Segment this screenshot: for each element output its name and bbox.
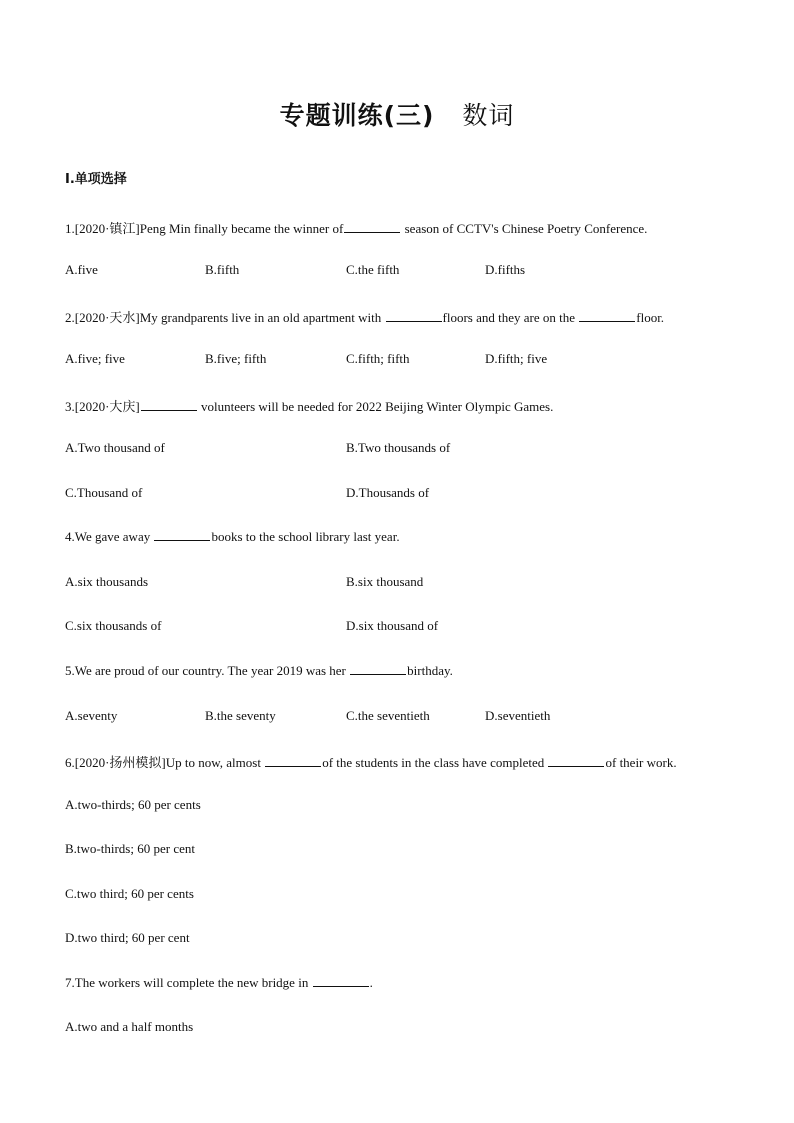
- q4-option-a: A.six thousands: [65, 574, 149, 589]
- answer-blank: [386, 310, 442, 322]
- question-7: 7.The workers will complete the new bridge in .: [65, 975, 373, 990]
- q1-option-b: B.fifth: [205, 262, 240, 277]
- question-6: 6.[2020·扬州模拟]Up to now, almost of the students in the class have completed of their work.: [65, 755, 677, 770]
- q2-option-c: C.fifth; fifth: [346, 351, 410, 366]
- question-2: 2.[2020·天水]My grandparents live in an old apartment with floors and they are on the floor.: [65, 310, 665, 325]
- q3-option-b: B.Two thousands of: [346, 440, 451, 455]
- q2-option-b: B.five; fifth: [205, 351, 267, 366]
- page-title: [0, 96, 794, 132]
- q5-option-d: D.seventieth: [485, 708, 551, 723]
- answer-blank: [548, 755, 604, 767]
- q2-option-a: A.five; five: [65, 351, 125, 366]
- answer-blank: [313, 975, 369, 987]
- q3-option-c: C.Thousand of: [65, 485, 143, 500]
- question-3: 3.[2020·大庆] volunteers will be needed for 2022 Beijing Winter Olympic Games.: [65, 399, 554, 414]
- q4-option-d: D.six thousand of: [346, 618, 439, 633]
- answer-blank: [265, 755, 321, 767]
- answer-blank: [350, 663, 406, 675]
- q1-option-d: D.fifths: [485, 262, 526, 277]
- question-1: 1.[2020·镇江]Peng Min finally became the winner of season of CCTV's Chinese Poetry Conference.: [65, 221, 648, 236]
- question-5: 5.We are proud of our country. The year 2019 was her birthday.: [65, 663, 453, 678]
- q6-option-a: A.two-thirds; 60 per cents: [65, 797, 201, 812]
- q5-option-b: B.the seventy: [205, 708, 276, 723]
- q5-option-a: A.seventy: [65, 708, 118, 723]
- q7-option-a: A.two and a half months: [65, 1019, 194, 1034]
- q6-option-d: D.two third; 60 per cent: [65, 930, 190, 945]
- q3-option-a: A.Two thousand of: [65, 440, 165, 455]
- q3-option-d: D.Thousands of: [346, 485, 430, 500]
- q6-option-b: B.two-thirds; 60 per cent: [65, 841, 195, 856]
- q2-option-d: D.fifth; five: [485, 351, 548, 366]
- q4-option-c: C.six thousands of: [65, 618, 162, 633]
- section-heading: Ⅰ.单项选择: [65, 172, 127, 187]
- q1-option-c: C.the fifth: [346, 262, 400, 277]
- q6-option-c: C.two third; 60 per cents: [65, 886, 194, 901]
- q5-option-c: C.the seventieth: [346, 708, 430, 723]
- q4-option-b: B.six thousand: [346, 574, 424, 589]
- answer-blank: [344, 221, 400, 233]
- answer-blank: [579, 310, 635, 322]
- question-4: 4.We gave away books to the school library last year.: [65, 529, 400, 544]
- answer-blank: [154, 529, 210, 541]
- answer-blank: [141, 399, 197, 411]
- title-main: 专题训练(三): [279, 101, 435, 130]
- q1-option-a: A.five: [65, 262, 98, 277]
- title-sub: 数词: [462, 101, 515, 130]
